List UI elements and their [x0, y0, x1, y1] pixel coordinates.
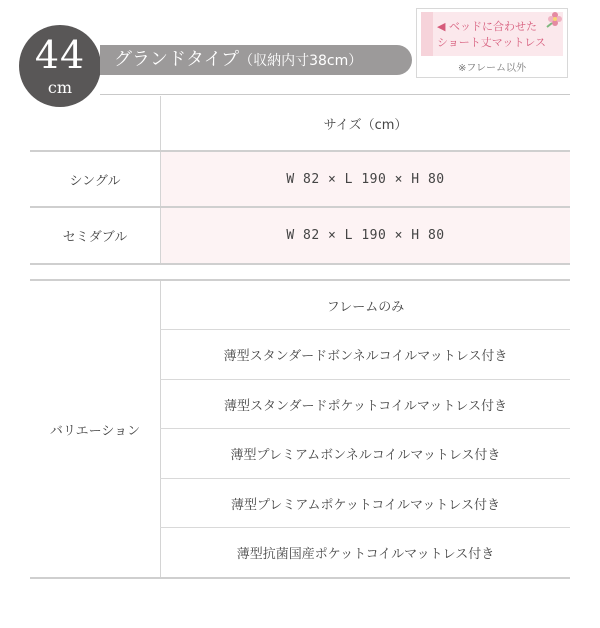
type-subtitle: （収納内寸38cm）	[239, 53, 363, 69]
variation-item: 薄型プレミアムポケットコイルマットレス付き	[230, 497, 501, 513]
note-line-1: ◀ ベッドに合わせた	[437, 20, 537, 33]
variation-item: 薄型スタンダードボンネルコイルマットレス付き	[223, 349, 508, 364]
variation-label: バリエーション	[49, 423, 141, 439]
note-line-3: ※フレーム以外	[458, 63, 526, 74]
size-row-value-single: W 82 × L 190 × H 80	[161, 152, 570, 206]
flower-icon	[543, 7, 567, 31]
type-title: グランドタイプ	[114, 49, 240, 70]
size-row-label-semidouble: セミダブル	[62, 230, 128, 245]
badge-unit: cm	[47, 78, 73, 97]
badge-number: 44	[34, 33, 86, 77]
height-badge	[19, 25, 101, 107]
note-line-2: ショート丈マットレス	[437, 36, 547, 49]
variation-item: 薄型スタンダードポケットコイルマットレス付き	[223, 398, 507, 414]
header-divider	[100, 94, 570, 95]
size-table-bottom-rule	[30, 263, 570, 265]
type-title-bar	[100, 45, 412, 75]
size-row-value-semidouble: W 82 × L 190 × H 80	[161, 208, 570, 263]
variation-item: 薄型抗菌国産ポケットコイルマットレス付き	[236, 547, 495, 562]
mattress-note	[416, 8, 568, 78]
size-row-label-single: シングル	[69, 173, 121, 189]
variation-item: フレームのみ	[326, 299, 405, 315]
size-header: サイズ（cm）	[323, 117, 408, 133]
variation-table-bottom-rule	[30, 577, 570, 579]
variation-item: 薄型プレミアムボンネルコイルマットレス付き	[230, 448, 501, 463]
note-accent-bar	[421, 12, 433, 56]
